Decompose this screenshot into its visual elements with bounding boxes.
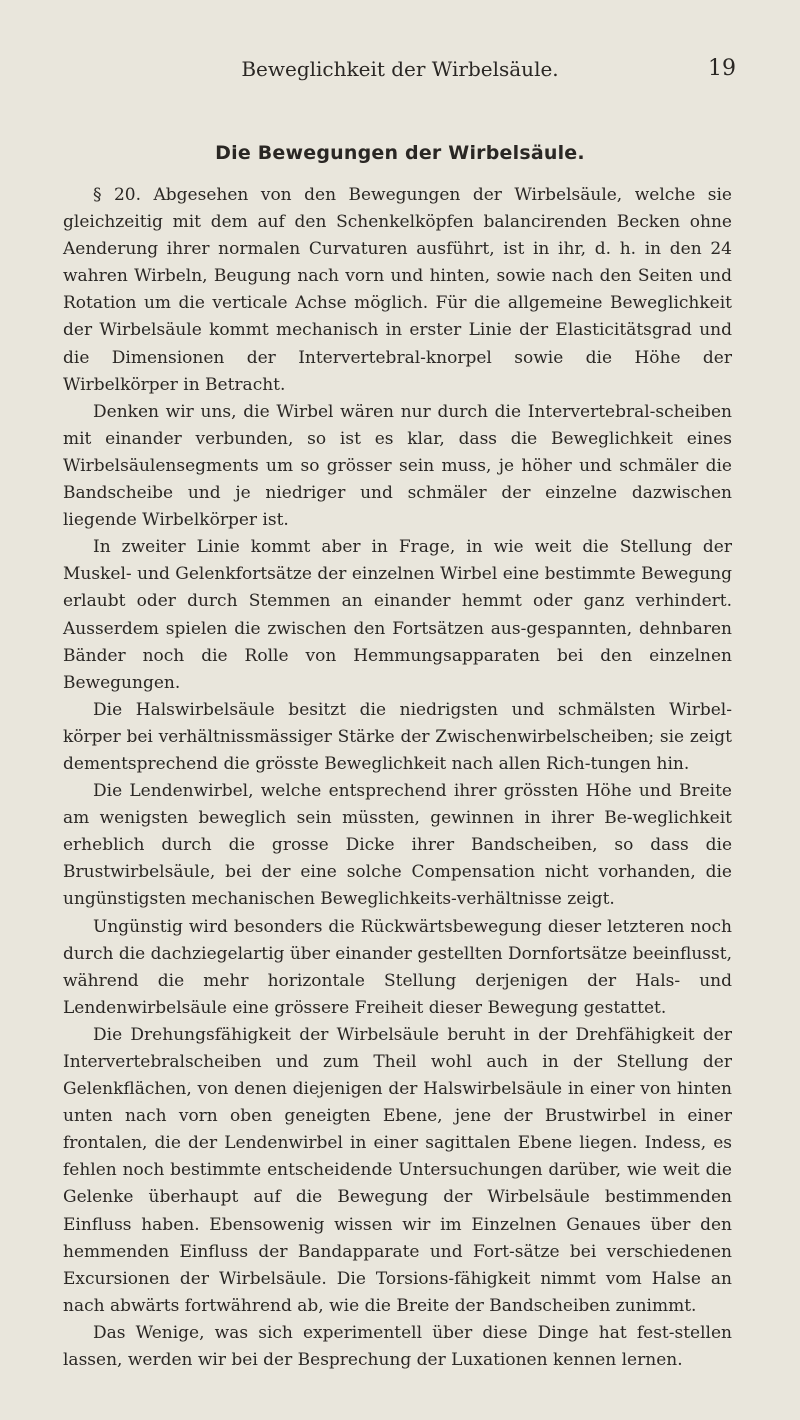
paragraph: Das Wenige, was sich experimentell über diese Dinge hat fest-stellen lassen, werden wir bei der Besprechung der Luxationen kennen lernen. [63, 1322, 732, 1371]
paragraph: Die Lendenwirbel, welche entsprechend ihrer grössten Höhe und Breite am wenigsten beweglich sein müssten, gewinnen in ihrer Be-weglichkeit erheblich durch die grosse Dicke ihrer Bandscheiben, so dass die Brustwirbelsäule, bei der eine solche Compensation nicht vorhanden, die ungünstigsten mechanischen Beweglichkeits-verhältnisse zeigt. [63, 781, 732, 910]
running-title: Beweglichkeit der Wirbelsäule. [241, 57, 559, 81]
paragraph: In zweiter Linie kommt aber in Frage, in wie weit die Stellung der Muskel- und Gelenkfortsätze der einzelnen Wirbel eine bestimmte Bewegung erlaubt oder durch Stemmen an einander hemmt oder ganz verhindert. Ausserdem spielen die zwischen den Fortsätzen aus-gespannten, dehnbaren Bänder noch die Rolle von Hemmungsapparaten bei den einzelnen Bewegungen. [63, 537, 732, 693]
paragraph: Die Halswirbelsäule besitzt die niedrigsten und schmälsten Wirbel-körper bei verhältnissmässiger Stärke der Zwischenwirbelscheiben; sie zeigt dementsprechend die grösste Beweglichkeit nach allen Rich-tungen hin. [63, 699, 732, 774]
section-title: Die Bewegungen der Wirbelsäule. [215, 142, 585, 164]
paragraph: Die Drehungsfähigkeit der Wirbelsäule beruht in der Drehfähigkeit der Intervertebralscheiben und zum Theil wohl auch in der Stellung der Gelenkflächen, von denen diejenigen der Halswirbelsäule in einer von hinten unten nach vorn oben geneigten Ebene, jene der Brustwirbel in einer frontalen, die der Lendenwirbel in einer sagittalen Ebene liegen. Indess, es fehlen noch bestimmte entscheidende Untersuchungen darüber, wie weit die Gelenke überhaupt auf die Bewegung der Wirbelsäule bestimmenden Einfluss haben. Ebensowenig wissen wir im Einzelnen Genaues über den hemmenden Einfluss der Bandapparate und Fort-sätze bei verschiedenen Excursionen der Wirbelsäule. Die Torsions-fähigkeit nimmt vom Halse an nach abwärts fortwährend ab, wie die Breite der Bandscheiben zunimmt. [63, 1024, 732, 1316]
running-head [0, 54, 800, 84]
paragraph: § 20. Abgesehen von den Bewegungen der Wirbelsäule, welche sie gleichzeitig mit dem auf den Schenkelköpfen balancirenden Becken ohne Aenderung ihrer normalen Curvaturen ausführt, ist in ihr, d. h. in den 24 wahren Wirbeln, Beugung nach vorn und hinten, sowie nach den Seiten und Rotation um die verticale Achse möglich. Für die allgemeine Beweglichkeit der Wirbelsäule kommt mechanisch in erster Linie der Elasticitätsgrad und die Dimensionen der Intervertebral-knorpel sowie die Höhe der Wirbelkörper in Betracht. [63, 185, 732, 395]
page-number: 19 [708, 56, 736, 81]
paragraph: Denken wir uns, die Wirbel wären nur durch die Intervertebral-scheiben mit einander verbunden, so ist es klar, dass die Beweglichkeit eines Wirbelsäulensegments um so grösser sein muss, je höher und schmäler die Bandscheibe und je niedriger und schmäler der einzelne dazwischen liegende Wirbelkörper ist. [63, 401, 732, 531]
paragraph: Ungünstig wird besonders die Rückwärtsbewegung dieser letzteren noch durch die dachziegelartig über einander gestellten Dornfortsätze beeinflusst, während die mehr horizontale Stellung derjenigen der Hals- und Lendenwirbelsäule eine grössere Freiheit dieser Bewegung gestattet. [63, 916, 732, 1018]
body-text [63, 182, 732, 1374]
